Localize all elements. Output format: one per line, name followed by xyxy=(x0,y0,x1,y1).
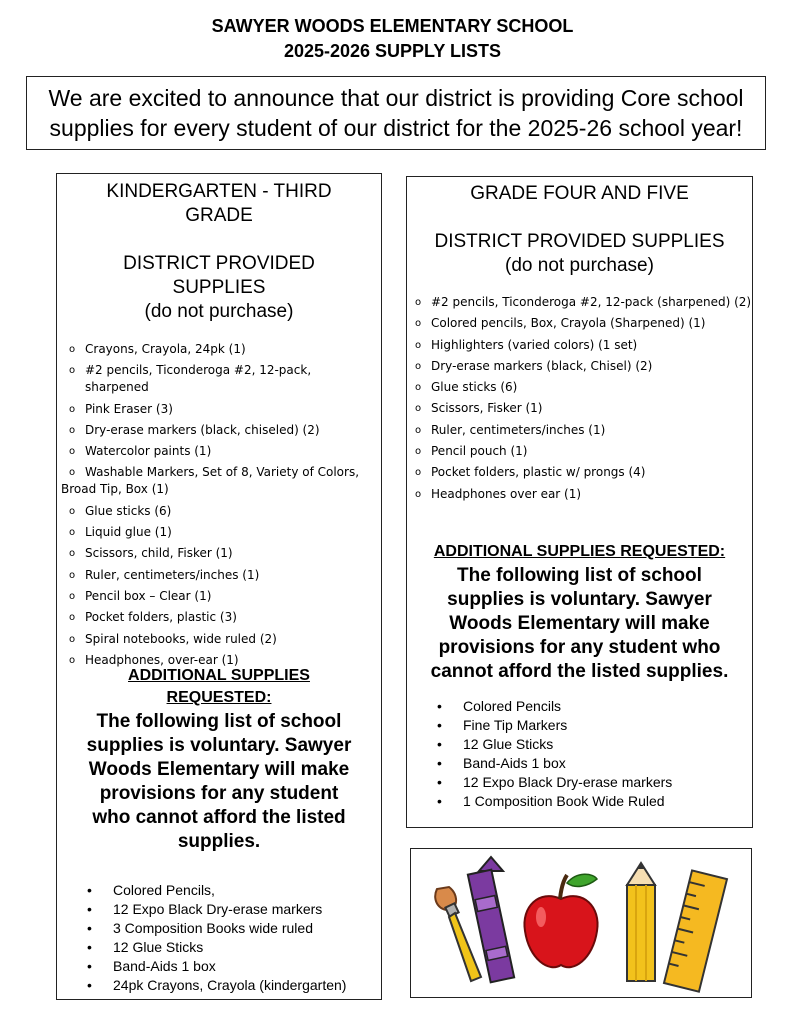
list-item: • Fine Tip Markers xyxy=(437,717,568,733)
announcement-line-2: supplies for every student of our district for the 2025-26 school year! xyxy=(49,115,743,141)
announcement-box xyxy=(26,76,766,150)
circle-bullet-icon: o xyxy=(415,360,422,372)
circle-bullet-icon: o xyxy=(415,382,422,394)
list-item: o Liquid glue (1) xyxy=(69,525,172,540)
list-item: o Pocket folders, plastic (3) xyxy=(69,610,237,625)
bullet-icon: • xyxy=(87,882,92,898)
grade45-supply-panel xyxy=(406,176,753,828)
bullet-icon: • xyxy=(437,774,442,790)
k3-grade-heading-cont: GRADE xyxy=(185,205,253,226)
list-item: o Dry-erase markers (black, Chisel) (2) xyxy=(415,358,653,373)
grade45-provided-list xyxy=(407,294,752,507)
circle-bullet-icon: o xyxy=(69,446,76,458)
circle-bullet-icon: o xyxy=(69,527,76,539)
k3-additional-heading-cont: REQUESTED: xyxy=(166,689,272,706)
grade45-voluntary-line: Woods Elementary will make xyxy=(449,613,710,634)
list-item: o Pink Eraser (3) xyxy=(69,401,173,416)
circle-bullet-icon: o xyxy=(415,318,422,330)
k3-voluntary-line: supplies. xyxy=(177,831,261,852)
list-item: o Crayons, Crayola, 24pk (1) xyxy=(69,342,246,356)
circle-bullet-icon: o xyxy=(415,467,422,479)
circle-bullet-icon: o xyxy=(415,403,422,415)
circle-bullet-icon: o xyxy=(69,467,76,479)
list-item: o Spiral notebooks, wide ruled (2) xyxy=(69,631,277,646)
list-item: o Headphones, over-ear (1) xyxy=(69,652,239,667)
bullet-icon: • xyxy=(437,736,442,752)
grade45-additional-heading: ADDITIONAL SUPPLIES REQUESTED: xyxy=(433,543,726,560)
list-item: o Pencil box – Clear (1) xyxy=(69,588,212,603)
k3-provided-note: (do not purchase) xyxy=(144,301,294,322)
grade45-voluntary-line: The following list of school xyxy=(457,565,702,586)
list-item: • 12 Glue Sticks xyxy=(437,736,554,752)
list-item: • 1 Composition Book Wide Ruled xyxy=(437,793,665,809)
list-item: o Pocket folders, plastic w/ prongs (4) xyxy=(415,465,646,480)
circle-bullet-icon: o xyxy=(69,654,76,666)
list-item: • 12 Glue Sticks xyxy=(87,939,204,955)
list-item: • 12 Expo Black Dry-erase markers xyxy=(87,901,323,917)
school-supplies-art xyxy=(411,849,751,997)
bullet-icon: • xyxy=(437,698,442,714)
list-item: o Washable Markers, Set of 8, Variety of Colors, Broad Tip, Box (1) xyxy=(61,465,360,497)
list-item: • Band-Aids 1 box xyxy=(437,755,566,771)
list-item: o Glue sticks (6) xyxy=(69,503,172,518)
list-item: • 3 Composition Books wide ruled xyxy=(87,920,313,936)
k3-grade-heading: KINDERGARTEN - THIRD xyxy=(106,181,332,202)
circle-bullet-icon: o xyxy=(415,488,422,500)
circle-bullet-icon: o xyxy=(69,403,76,415)
grade45-heading: GRADE FOUR AND FIVE xyxy=(470,183,689,204)
k3-voluntary-line: provisions for any student xyxy=(99,783,339,804)
grade45-provided-heading: DISTRICT PROVIDED SUPPLIES xyxy=(434,231,725,252)
k3-voluntary-line: Woods Elementary will make xyxy=(88,759,350,780)
circle-bullet-icon: o xyxy=(69,548,76,560)
circle-bullet-icon: o xyxy=(415,339,422,351)
k3-supply-panel xyxy=(56,173,382,1000)
list-item: o Headphones over ear (1) xyxy=(415,486,582,501)
list-item: o Colored pencils, Box, Crayola (Sharpened) (1) xyxy=(415,316,706,331)
grade45-voluntary-line: provisions for any student who xyxy=(438,637,721,658)
list-item: • 12 Expo Black Dry-erase markers xyxy=(437,774,673,790)
bullet-icon: • xyxy=(87,901,92,917)
k3-voluntary-line: who cannot afford the listed xyxy=(92,807,346,828)
circle-bullet-icon: o xyxy=(69,344,76,355)
list-item: o Pencil pouch (1) xyxy=(415,444,528,459)
k3-provided-list xyxy=(61,341,377,673)
apple-icon xyxy=(524,874,597,967)
k3-voluntary-line: The following list of school xyxy=(96,711,342,732)
list-item: o Ruler, centimeters/inches (1) xyxy=(415,422,606,437)
list-item: o Dry-erase markers (black, chiseled) (2) xyxy=(69,422,320,437)
circle-bullet-icon: o xyxy=(69,590,76,602)
bullet-icon: • xyxy=(437,755,442,771)
list-item: o #2 pencils, Ticonderoga #2, 12-pack, sharpened xyxy=(69,363,312,395)
school-title: SAWYER WOODS ELEMENTARY SCHOOL xyxy=(211,16,574,36)
list-item: • Colored Pencils, xyxy=(87,882,215,898)
circle-bullet-icon: o xyxy=(69,365,76,377)
circle-bullet-icon: o xyxy=(69,633,76,645)
list-item: • Colored Pencils xyxy=(437,698,562,714)
list-item: o Scissors, child, Fisker (1) xyxy=(69,546,233,561)
grade45-voluntary-line: supplies is voluntary. Sawyer xyxy=(447,589,712,610)
circle-bullet-icon: o xyxy=(69,505,76,517)
list-item: o Ruler, centimeters/inches (1) xyxy=(69,567,260,582)
k3-provided-heading-cont: SUPPLIES xyxy=(172,277,266,298)
circle-bullet-icon: o xyxy=(69,612,76,624)
bullet-icon: • xyxy=(437,717,442,733)
list-item: o Highlighters (varied colors) (1 set) xyxy=(415,337,638,352)
grade45-provided-note: (do not purchase) xyxy=(505,255,654,276)
k3-provided-heading: DISTRICT PROVIDED xyxy=(123,253,315,274)
circle-bullet-icon: o xyxy=(415,297,422,308)
list-item: • 24pk Crayons, Crayola (kindergarten) xyxy=(87,977,347,993)
supply-list-year: 2025-2026 SUPPLY LISTS xyxy=(283,41,502,61)
list-item: o Glue sticks (6) xyxy=(415,380,518,395)
grade45-requested-list xyxy=(407,697,752,811)
k3-voluntary-line: supplies is voluntary. Sawyer xyxy=(86,735,352,756)
list-item: o #2 pencils, Ticonderoga #2, 12-pack (sharpened) (2) xyxy=(415,295,752,309)
list-item: o Watercolor paints (1) xyxy=(69,444,212,459)
circle-bullet-icon: o xyxy=(69,424,76,436)
grade45-voluntary-line: cannot afford the listed supplies. xyxy=(430,661,729,682)
list-item: o Scissors, Fisker (1) xyxy=(415,401,543,416)
pencil-icon xyxy=(627,863,655,981)
school-supplies-illustration xyxy=(410,848,752,998)
circle-bullet-icon: o xyxy=(415,446,422,458)
circle-bullet-icon: o xyxy=(415,424,422,436)
k3-requested-list xyxy=(57,881,381,995)
k3-additional-heading: ADDITIONAL SUPPLIES xyxy=(128,667,310,684)
list-item: • Band-Aids 1 box xyxy=(87,958,216,974)
circle-bullet-icon: o xyxy=(69,569,76,581)
bullet-icon: • xyxy=(87,958,92,974)
bullet-icon: • xyxy=(87,977,92,993)
bullet-icon: • xyxy=(437,793,442,809)
announcement-line-1: We are excited to announce that our district is providing Core school xyxy=(48,85,744,111)
bullet-icon: • xyxy=(87,939,92,955)
ruler-icon xyxy=(664,870,727,991)
bullet-icon: • xyxy=(87,920,92,936)
